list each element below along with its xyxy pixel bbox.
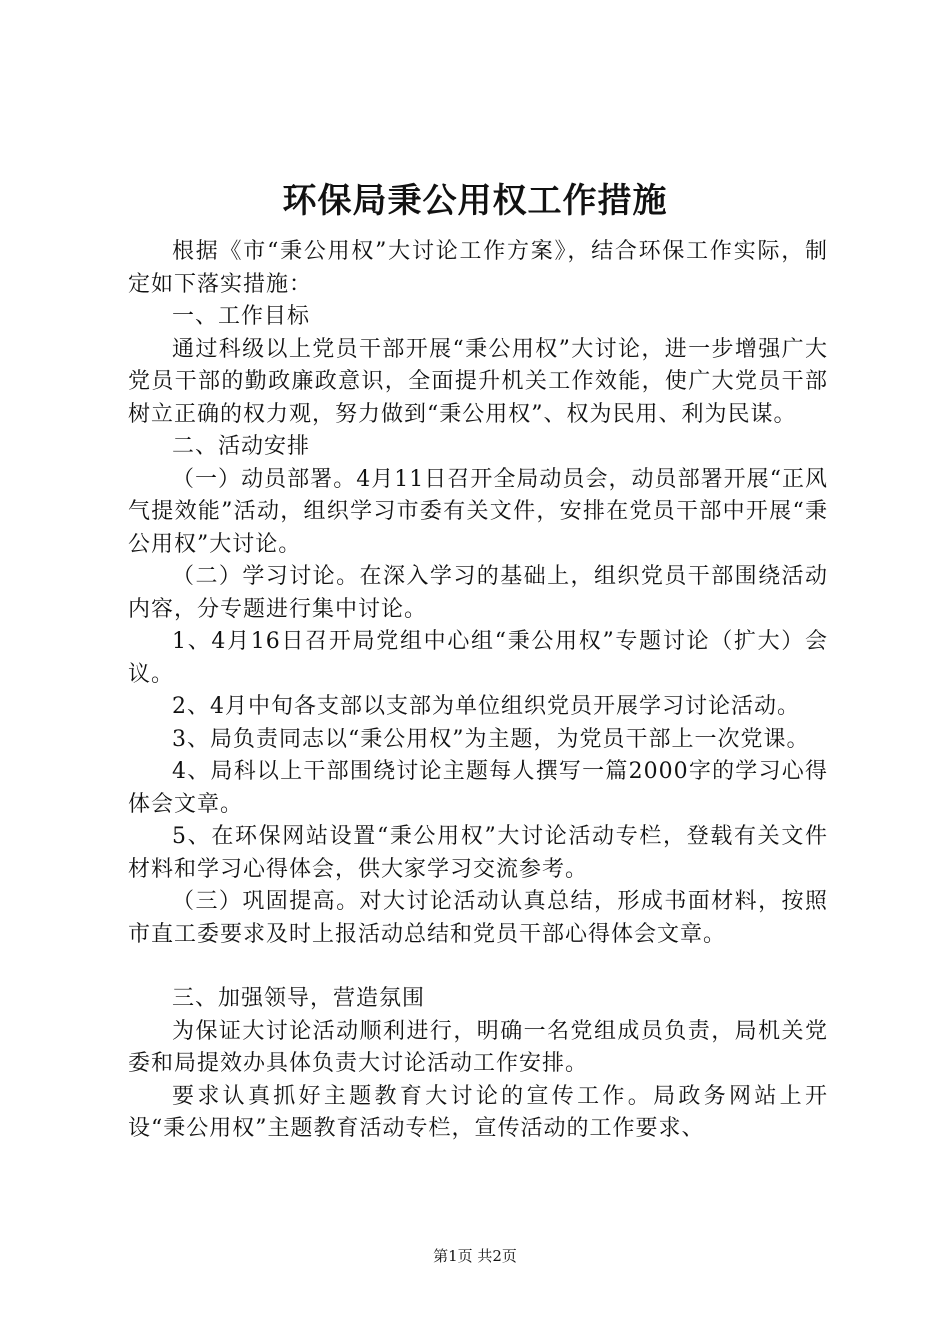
paragraph-goals: 通过科级以上党员干部开展“秉公用权”大讨论，进一步增强广大党员干部的勤政廉政意识，全面提升机关工作效能，使广大党员干部树立正确的权力观，努力做到“秉公用权”、权为民用、利为民谋。 bbox=[128, 336, 828, 427]
list-item-2: 2、4月中旬各支部以支部为单位组织党员开展学习讨论活动。 bbox=[172, 694, 800, 719]
list-item-4: 4、局科以上干部围绕讨论主题每人撰写一篇2000字的学习心得体会文章。 bbox=[128, 759, 828, 817]
paragraph-intro: 根据《市“秉公用权”大讨论工作方案》，结合环保工作实际，制定如下落实措施： bbox=[128, 239, 828, 297]
list-item-1: 1、4月16日召开局党组中心组“秉公用权”专题讨论（扩大）会议。 bbox=[128, 629, 828, 687]
paragraph-mobilization: （一）动员部署。4月11日召开全局动员会，动员部署开展“正风气提效能”活动，组织学习市委有关文件，安排在党员干部中开展“秉公用权”大讨论。 bbox=[128, 466, 828, 557]
document-body bbox=[128, 236, 828, 1146]
page-number: 第1页 共2页 bbox=[433, 1247, 517, 1265]
section-heading-goals: 一、工作目标 bbox=[172, 304, 311, 329]
paragraph-study-discussion: （二）学习讨论。在深入学习的基础上，组织党员干部围绕活动内容，分专题进行集中讨论。 bbox=[128, 564, 828, 622]
paragraph-leadership: 为保证大讨论活动顺利进行，明确一名党组成员负责，局机关党委和局提效办具体负责大讨论活动工作安排。 bbox=[128, 1018, 828, 1076]
document-title: 环保局秉公用权工作措施 bbox=[282, 181, 668, 221]
list-item-3: 3、局负责同志以“秉公用权”为主题，为党员干部上一次党课。 bbox=[172, 726, 810, 752]
paragraph-publicity: 要求认真抓好主题教育大讨论的宣传工作。局政务网站上开设“秉公用权”主题教育活动专栏，宣传活动的工作要求、 bbox=[128, 1083, 828, 1141]
list-item-5: 5、在环保网站设置“秉公用权”大讨论活动专栏，登载有关文件材料和学习心得体会，供大家学习交流参考。 bbox=[128, 824, 828, 882]
paragraph-consolidation: （三）巩固提高。对大讨论活动认真总结，形成书面材料，按照市直工委要求及时上报活动总结和党员干部心得体会文章。 bbox=[128, 889, 828, 947]
section-heading-activities: 二、活动安排 bbox=[172, 434, 311, 459]
section-heading-leadership: 三、加强领导，营造氛围 bbox=[172, 986, 426, 1011]
